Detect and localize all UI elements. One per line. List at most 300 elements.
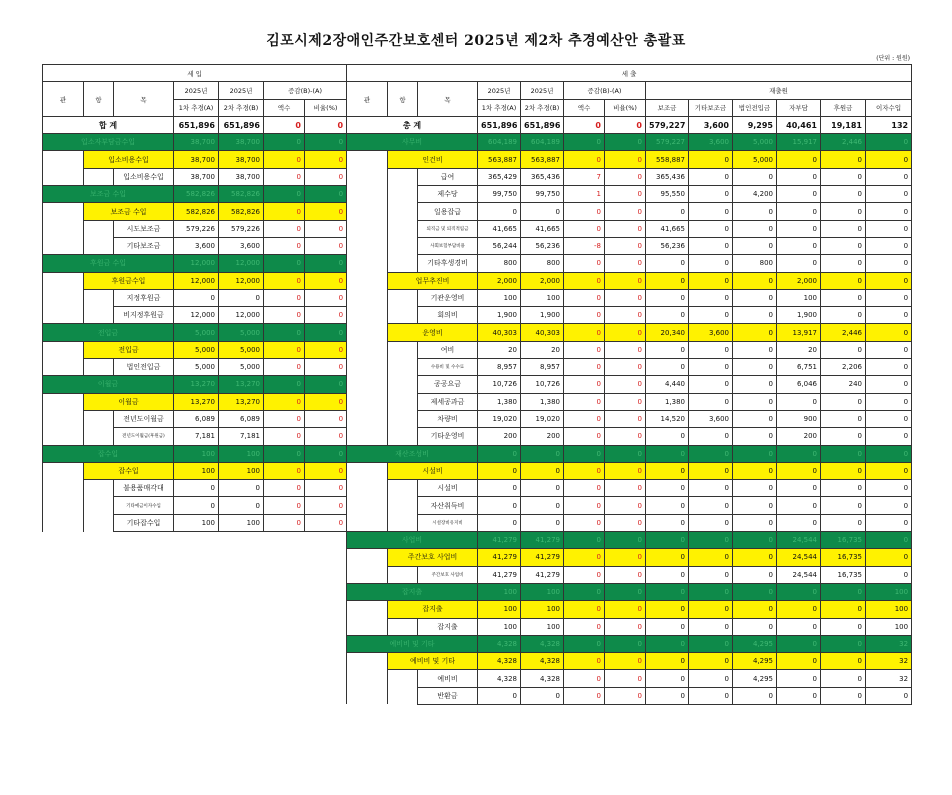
expense-row — [347, 687, 912, 704]
value-donation: 2,206 — [821, 359, 866, 376]
value-ratio: 0 — [605, 670, 646, 687]
indent-cell — [43, 341, 84, 358]
value-b: 582,826 — [219, 203, 264, 220]
value-diff: 0 — [564, 480, 605, 497]
value-ratio: 0 — [605, 566, 646, 583]
indent-cell — [43, 203, 84, 220]
value-diff: 0 — [564, 428, 605, 445]
indent-cell — [347, 410, 388, 427]
kwan-label: 이월금 — [43, 376, 174, 393]
mok-label: 일용잡급 — [418, 203, 478, 220]
kwan-label: 재산조성비 — [347, 445, 478, 462]
value-self-pay: 0 — [777, 220, 821, 237]
value-diff: 0 — [564, 653, 605, 670]
value-a: 0 — [478, 480, 521, 497]
value-b: 0 — [521, 445, 564, 462]
value-b: 56,236 — [521, 237, 564, 254]
value-other-subsidy: 0 — [689, 653, 733, 670]
value-self-pay: 1,900 — [777, 307, 821, 324]
income-row — [43, 393, 347, 410]
value-interest: 0 — [866, 566, 912, 583]
mok-label: 제수당 — [418, 186, 478, 203]
value-ratio: 0 — [305, 272, 347, 289]
value-ratio: 0 — [605, 410, 646, 427]
value-subsidy: 0 — [646, 583, 689, 600]
value-ratio: 0 — [305, 514, 347, 531]
expense-row — [347, 532, 912, 549]
col-hang-header: 항 — [388, 82, 418, 117]
value-a: 100 — [478, 601, 521, 618]
value-ratio: 0 — [305, 151, 347, 168]
value-self-pay: 100 — [777, 289, 821, 306]
value-a: 7,181 — [174, 428, 219, 445]
indent-cell — [388, 220, 418, 237]
value-diff: 0 — [264, 428, 305, 445]
value-diff: 0 — [564, 151, 605, 168]
indent-cell — [84, 410, 114, 427]
value-self-pay: 0 — [777, 255, 821, 272]
value-donation: 0 — [821, 635, 866, 652]
total-label: 합 계 — [43, 116, 174, 133]
mok-label: 예비비 — [418, 670, 478, 687]
mok-label: 반환금 — [418, 687, 478, 704]
value-a: 8,957 — [478, 359, 521, 376]
expense-row — [347, 359, 912, 376]
indent-cell — [347, 687, 388, 704]
value-ratio: 0 — [605, 428, 646, 445]
expense-row — [347, 324, 912, 341]
expense-row — [347, 618, 912, 635]
value-ratio: 0 — [605, 203, 646, 220]
indent-cell — [388, 359, 418, 376]
value-diff: 0 — [264, 462, 305, 479]
value-ratio: 0 — [605, 549, 646, 566]
value-ratio: 0 — [305, 203, 347, 220]
value-b: 100 — [219, 514, 264, 531]
value-corp-transfer: 4,295 — [733, 653, 777, 670]
indent-cell — [388, 514, 418, 531]
value-self-pay: 0 — [777, 635, 821, 652]
expense-row — [347, 462, 912, 479]
value-b: 41,279 — [521, 566, 564, 583]
value-ratio: 0 — [305, 237, 347, 254]
indent-cell — [347, 549, 388, 566]
col-year-b: 2025년 — [521, 82, 564, 99]
expense-row — [347, 151, 912, 168]
total-diff: 0 — [564, 116, 605, 133]
income-row — [43, 203, 347, 220]
value-interest: 0 — [866, 549, 912, 566]
value-corp-transfer: 0 — [733, 289, 777, 306]
indent-cell — [43, 428, 84, 445]
value-other-subsidy: 3,600 — [689, 134, 733, 151]
value-a: 56,244 — [478, 237, 521, 254]
value-ratio: 0 — [605, 497, 646, 514]
value-ratio: 0 — [605, 653, 646, 670]
hang-label: 인건비 — [388, 151, 478, 168]
total-b: 651,896 — [219, 116, 264, 133]
mok-label: 시도보조금 — [114, 220, 174, 237]
total-interest: 132 — [866, 116, 912, 133]
value-donation: 0 — [821, 289, 866, 306]
mok-label: 비지정후원금 — [114, 307, 174, 324]
value-diff: 0 — [264, 255, 305, 272]
value-corp-transfer: 0 — [733, 601, 777, 618]
indent-cell — [388, 376, 418, 393]
hang-label: 시설비 — [388, 462, 478, 479]
document-title: 김포시제2장애인주간보호센터 2025년 제2차 추경예산안 총괄표 — [266, 33, 686, 49]
value-ratio: 0 — [305, 289, 347, 306]
value-diff: 0 — [564, 220, 605, 237]
expense-row — [347, 514, 912, 531]
value-self-pay: 13,917 — [777, 324, 821, 341]
value-subsidy: 0 — [646, 653, 689, 670]
income-row — [43, 168, 347, 185]
value-interest: 0 — [866, 324, 912, 341]
indent-cell — [84, 359, 114, 376]
value-b: 12,000 — [219, 255, 264, 272]
indent-cell — [84, 514, 114, 531]
indent-cell — [388, 393, 418, 410]
total-subsidy: 579,227 — [646, 116, 689, 133]
hang-label: 업무추진비 — [388, 272, 478, 289]
expense-row — [347, 393, 912, 410]
value-ratio: 0 — [605, 514, 646, 531]
hang-label: 잡수입 — [84, 462, 174, 479]
indent-cell — [347, 272, 388, 289]
value-ratio: 0 — [305, 359, 347, 376]
value-ratio: 0 — [305, 255, 347, 272]
col-year-a: 2025년 — [478, 82, 521, 99]
value-subsidy: 0 — [646, 359, 689, 376]
total-a: 651,896 — [478, 116, 521, 133]
value-ratio: 0 — [605, 687, 646, 704]
indent-cell — [43, 393, 84, 410]
value-a: 10,726 — [478, 376, 521, 393]
value-diff: 0 — [564, 359, 605, 376]
value-a: 41,279 — [478, 532, 521, 549]
value-diff: 0 — [564, 255, 605, 272]
value-ratio: 0 — [605, 532, 646, 549]
indent-cell — [347, 618, 388, 635]
value-diff: 0 — [564, 670, 605, 687]
value-b: 10,726 — [521, 376, 564, 393]
hang-label: 입소비용수입 — [84, 151, 174, 168]
value-b: 1,900 — [521, 307, 564, 324]
mok-label: 기타보조금 — [114, 237, 174, 254]
value-corp-transfer: 0 — [733, 168, 777, 185]
value-b: 100 — [521, 583, 564, 600]
value-b: 4,328 — [521, 653, 564, 670]
value-ratio: 0 — [605, 341, 646, 358]
col-mok-header: 목 — [114, 82, 174, 117]
expense-row — [347, 410, 912, 427]
value-b: 38,700 — [219, 151, 264, 168]
value-donation: 0 — [821, 653, 866, 670]
value-corp-transfer: 4,200 — [733, 186, 777, 203]
value-ratio: 0 — [605, 635, 646, 652]
value-self-pay: 0 — [777, 618, 821, 635]
value-subsidy: 0 — [646, 618, 689, 635]
value-diff: 0 — [264, 134, 305, 151]
value-subsidy: 4,440 — [646, 376, 689, 393]
value-diff: 0 — [564, 341, 605, 358]
hang-label: 이월금 — [84, 393, 174, 410]
indent-cell — [43, 514, 84, 531]
value-interest: 0 — [866, 393, 912, 410]
col-self-pay-header: 자부담 — [777, 99, 821, 116]
value-self-pay: 0 — [777, 687, 821, 704]
value-subsidy: 0 — [646, 462, 689, 479]
indent-cell — [347, 220, 388, 237]
value-b: 0 — [521, 480, 564, 497]
indent-cell — [388, 566, 418, 583]
value-subsidy: 1,380 — [646, 393, 689, 410]
value-corp-transfer: 0 — [733, 359, 777, 376]
expense-table — [346, 64, 912, 705]
total-corp-transfer: 9,295 — [733, 116, 777, 133]
col-a-header: 1차 추경(A) — [174, 99, 219, 116]
mok-label: 전년도이월금 — [114, 410, 174, 427]
value-corp-transfer: 800 — [733, 255, 777, 272]
value-a: 4,328 — [478, 670, 521, 687]
indent-cell — [388, 203, 418, 220]
value-ratio: 0 — [605, 168, 646, 185]
value-self-pay: 24,544 — [777, 532, 821, 549]
indent-cell — [347, 653, 388, 670]
value-a: 100 — [478, 289, 521, 306]
indent-cell — [388, 497, 418, 514]
kwan-label: 후원금 수입 — [43, 255, 174, 272]
value-a: 19,020 — [478, 410, 521, 427]
value-a: 0 — [478, 462, 521, 479]
value-donation: 0 — [821, 255, 866, 272]
income-section-header: 세 입 — [43, 65, 347, 82]
value-subsidy: 0 — [646, 203, 689, 220]
value-b: 6,089 — [219, 410, 264, 427]
mok-label: 전년도이월금(후원금) — [114, 428, 174, 445]
indent-cell — [347, 237, 388, 254]
indent-cell — [347, 393, 388, 410]
value-donation: 2,446 — [821, 324, 866, 341]
total-a: 651,896 — [174, 116, 219, 133]
value-diff: 0 — [264, 203, 305, 220]
value-diff: 0 — [564, 289, 605, 306]
indent-cell — [84, 497, 114, 514]
value-ratio: 0 — [305, 134, 347, 151]
indent-cell — [347, 480, 388, 497]
income-row — [43, 186, 347, 203]
col-donation-header: 후원금 — [821, 99, 866, 116]
kwan-label: 잡수입 — [43, 445, 174, 462]
expense-row — [347, 601, 912, 618]
value-ratio: 0 — [305, 307, 347, 324]
value-self-pay: 0 — [777, 480, 821, 497]
value-other-subsidy: 0 — [689, 186, 733, 203]
value-a: 12,000 — [174, 255, 219, 272]
value-corp-transfer: 0 — [733, 566, 777, 583]
kwan-label: 잡지출 — [347, 583, 478, 600]
value-corp-transfer: 0 — [733, 341, 777, 358]
value-b: 1,380 — [521, 393, 564, 410]
value-b: 13,270 — [219, 376, 264, 393]
value-interest: 0 — [866, 289, 912, 306]
value-ratio: 0 — [605, 272, 646, 289]
value-other-subsidy: 0 — [689, 220, 733, 237]
value-self-pay: 0 — [777, 497, 821, 514]
value-ratio: 0 — [605, 618, 646, 635]
indent-cell — [347, 359, 388, 376]
hang-label: 운영비 — [388, 324, 478, 341]
indent-cell — [84, 307, 114, 324]
value-a: 1,900 — [478, 307, 521, 324]
value-corp-transfer: 0 — [733, 324, 777, 341]
mok-label: 여비 — [418, 341, 478, 358]
mok-label: 퇴직금 및 퇴직적립금 — [418, 220, 478, 237]
expense-row — [347, 203, 912, 220]
value-donation: 0 — [821, 445, 866, 462]
value-corp-transfer: 4,295 — [733, 635, 777, 652]
hang-label: 예비비 및 기타 — [388, 653, 478, 670]
indent-cell — [347, 289, 388, 306]
value-ratio: 0 — [605, 324, 646, 341]
value-b: 100 — [521, 618, 564, 635]
value-b: 100 — [219, 445, 264, 462]
income-row — [43, 497, 347, 514]
indent-cell — [347, 514, 388, 531]
value-b: 20 — [521, 341, 564, 358]
value-donation: 0 — [821, 272, 866, 289]
mok-label: 입소비용수입 — [114, 168, 174, 185]
indent-cell — [43, 289, 84, 306]
value-b: 0 — [521, 462, 564, 479]
value-b: 99,750 — [521, 186, 564, 203]
value-donation: 0 — [821, 393, 866, 410]
mok-label: 제세공과금 — [418, 393, 478, 410]
value-subsidy: 20,340 — [646, 324, 689, 341]
value-other-subsidy: 0 — [689, 255, 733, 272]
value-interest: 0 — [866, 203, 912, 220]
indent-cell — [347, 376, 388, 393]
income-row — [43, 428, 347, 445]
expense-row — [347, 480, 912, 497]
value-subsidy: 0 — [646, 514, 689, 531]
expense-row — [347, 653, 912, 670]
value-self-pay: 0 — [777, 151, 821, 168]
value-a: 5,000 — [174, 359, 219, 376]
income-row — [43, 462, 347, 479]
value-ratio: 0 — [305, 445, 347, 462]
income-table — [42, 64, 347, 532]
value-b: 12,000 — [219, 272, 264, 289]
value-donation: 2,446 — [821, 134, 866, 151]
indent-cell — [84, 428, 114, 445]
value-interest: 0 — [866, 480, 912, 497]
hang-label: 전입금 — [84, 341, 174, 358]
indent-cell — [43, 359, 84, 376]
value-subsidy: 0 — [646, 272, 689, 289]
hang-label: 잡지출 — [388, 601, 478, 618]
mok-label: 기타잡수입 — [114, 514, 174, 531]
indent-cell — [388, 687, 418, 704]
value-b: 0 — [219, 289, 264, 306]
income-row — [43, 134, 347, 151]
value-subsidy: 0 — [646, 255, 689, 272]
value-interest: 0 — [866, 428, 912, 445]
indent-cell — [388, 410, 418, 427]
value-interest: 100 — [866, 618, 912, 635]
value-self-pay: 200 — [777, 428, 821, 445]
value-ratio: 0 — [305, 324, 347, 341]
col-b-header: 2차 추경(B) — [521, 99, 564, 116]
value-ratio: 0 — [305, 220, 347, 237]
expense-total-row — [347, 116, 912, 133]
value-corp-transfer: 0 — [733, 532, 777, 549]
expense-row — [347, 272, 912, 289]
income-row — [43, 307, 347, 324]
value-other-subsidy: 0 — [689, 601, 733, 618]
value-interest: 0 — [866, 151, 912, 168]
value-b: 582,826 — [219, 186, 264, 203]
value-interest: 0 — [866, 687, 912, 704]
value-a: 0 — [478, 445, 521, 462]
value-donation: 0 — [821, 601, 866, 618]
value-interest: 0 — [866, 255, 912, 272]
value-interest: 0 — [866, 514, 912, 531]
indent-cell — [43, 410, 84, 427]
value-corp-transfer: 0 — [733, 480, 777, 497]
value-other-subsidy: 0 — [689, 341, 733, 358]
indent-cell — [43, 151, 84, 168]
kwan-label: 보조금 수입 — [43, 186, 174, 203]
value-a: 4,328 — [478, 653, 521, 670]
value-interest: 0 — [866, 272, 912, 289]
value-donation: 0 — [821, 220, 866, 237]
value-other-subsidy: 0 — [689, 376, 733, 393]
mok-label: 지정후원금 — [114, 289, 174, 306]
value-ratio: 0 — [305, 168, 347, 185]
indent-cell — [347, 151, 388, 168]
value-b: 8,957 — [521, 359, 564, 376]
value-donation: 16,735 — [821, 549, 866, 566]
expense-row — [347, 376, 912, 393]
value-diff: 0 — [564, 410, 605, 427]
value-a: 38,700 — [174, 151, 219, 168]
value-donation: 0 — [821, 462, 866, 479]
value-diff: 0 — [264, 445, 305, 462]
value-b: 19,020 — [521, 410, 564, 427]
value-a: 1,380 — [478, 393, 521, 410]
value-corp-transfer: 0 — [733, 410, 777, 427]
value-b: 5,000 — [219, 359, 264, 376]
value-self-pay: 0 — [777, 186, 821, 203]
value-interest: 0 — [866, 376, 912, 393]
expense-row — [347, 497, 912, 514]
value-other-subsidy: 0 — [689, 549, 733, 566]
value-corp-transfer: 4,295 — [733, 670, 777, 687]
indent-cell — [84, 168, 114, 185]
indent-cell — [388, 237, 418, 254]
value-self-pay: 0 — [777, 601, 821, 618]
value-diff: 0 — [264, 514, 305, 531]
value-interest: 32 — [866, 635, 912, 652]
value-a: 2,000 — [478, 272, 521, 289]
income-row — [43, 237, 347, 254]
indent-cell — [347, 601, 388, 618]
value-corp-transfer: 0 — [733, 583, 777, 600]
total-ratio: 0 — [305, 116, 347, 133]
value-interest: 0 — [866, 341, 912, 358]
